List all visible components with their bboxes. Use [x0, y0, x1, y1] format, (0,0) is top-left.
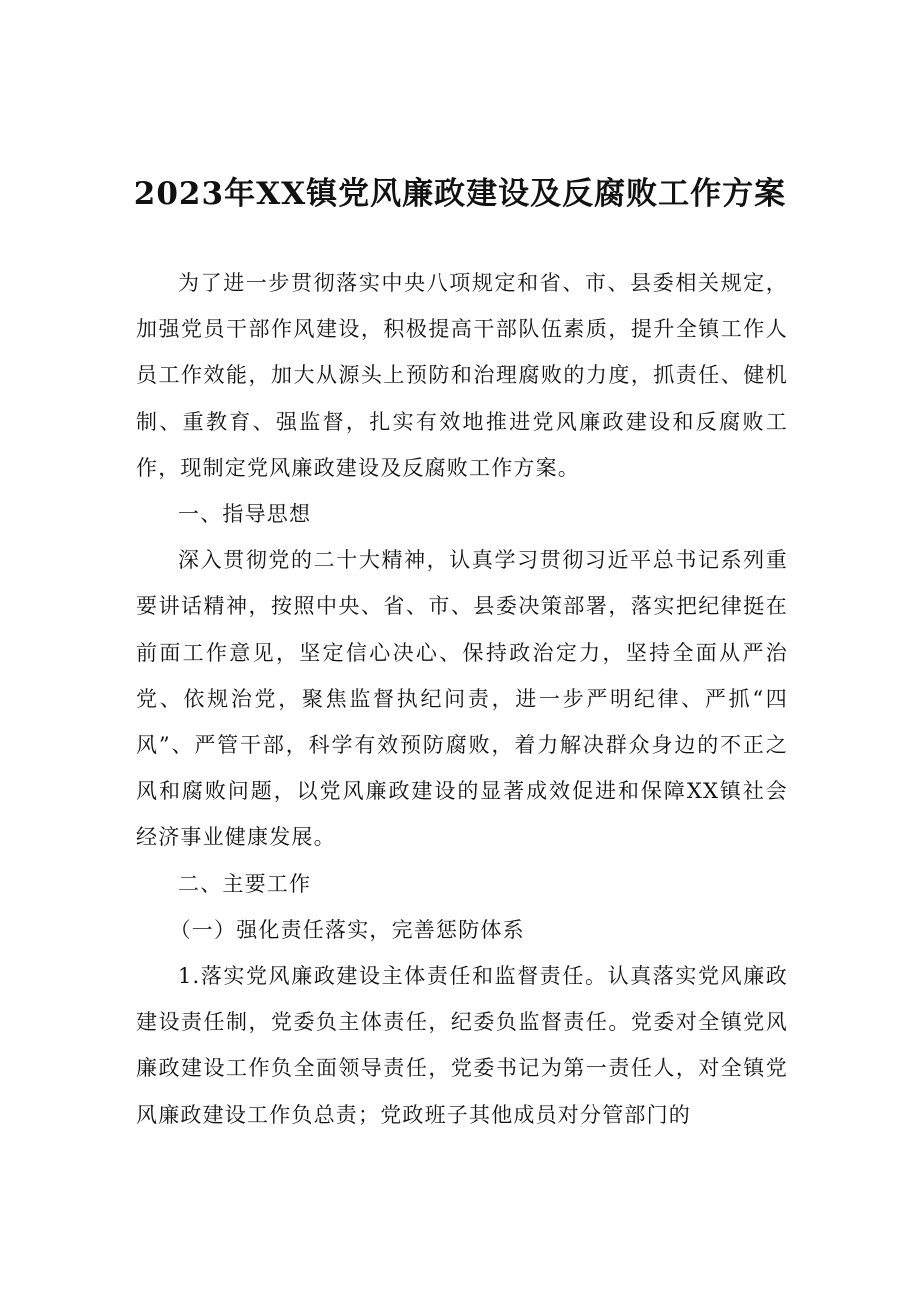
document-title: 2023年XX镇党风廉政建设及反腐败工作方案	[133, 176, 787, 212]
section-heading-guiding-ideology: 一、指导思想	[178, 502, 312, 527]
subsection-heading-responsibility: （一）强化责任落实，完善惩防体系	[169, 917, 525, 942]
item-1-paragraph: 1.落实党风廉政建设主体责任和监督责任。认真落实党风廉政建设责任制，党委负主体责任，纪委负监督责任。党委对全镇党风廉政建设工作负全面领导责任，党委书记为第一责任人，对全镇党风廉政建设工作负总责；党政班子其他成员对分管部门的	[136, 964, 788, 1127]
guiding-ideology-paragraph: 深入贯彻党的二十大精神，认真学习贯彻习近平总书记系列重要讲话精神，按照中央、省、市、县委决策部署，落实把纪律挺在前面工作意见，坚定信心决心、保持政治定力，坚持全面从严治党、依规治党，聚焦监督执纪问责，进一步严明纪律、严抓“四风”、严管干部，科学有效预防腐败，着力解决群众身边的不正之风和腐败问题，以党风廉政建设的显著成效促进和保障XX镇社会经济事业健康发展。	[136, 548, 788, 850]
intro-paragraph: 为了进一步贯彻落实中央八项规定和省、市、县委相关规定，加强党员干部作风建设，积极提高干部队伍素质，提升全镇工作人员工作效能，加大从源头上预防和治理腐败的力度，抓责任、健机制、重教育、强监督，扎实有效地推进党风廉政建设和反腐败工作，现制定党风廉政建设及反腐败工作方案。	[136, 271, 788, 480]
section-heading-main-work: 二、主要工作	[178, 871, 312, 896]
document-body	[136, 260, 788, 1138]
